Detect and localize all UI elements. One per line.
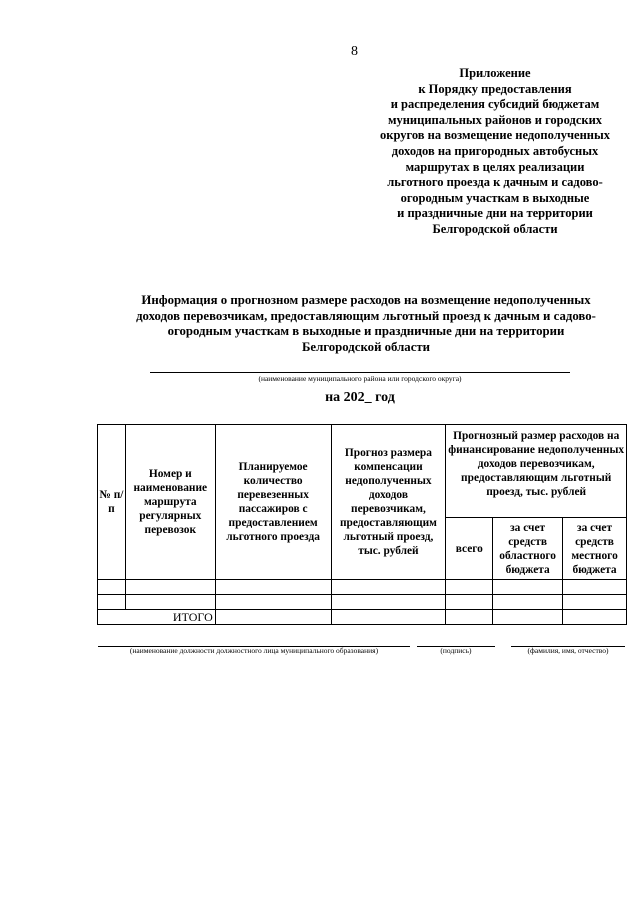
total-row — [98, 610, 627, 625]
page-number: 8 — [351, 44, 358, 59]
appendix-header — [345, 66, 640, 238]
total-label: ИТОГО — [98, 610, 216, 625]
header-compensation: Прогноз размера компенсации недополученных доходов перевозчикам, предоставляющим льготный проезд, тыс. рублей — [331, 425, 446, 580]
title-line: Информация о прогнозном размере расходов на возмещение недополученных — [141, 293, 591, 307]
appendix-line: маршрутах в целях реализации — [405, 159, 585, 174]
appendix-line: Приложение — [459, 66, 531, 80]
name-caption: (фамилия, имя, отчество) — [527, 646, 609, 655]
appendix-line: и праздничные дни на территории — [397, 206, 593, 221]
appendix-line: округов на возмещение недополученных — [380, 128, 610, 143]
position-caption: (наименование должности должностного лица муниципального образования) — [129, 646, 379, 655]
title-line: доходов перевозчикам, предоставляющим льготный проезд к дачным и садово- — [136, 308, 596, 323]
table-row — [98, 580, 627, 595]
title-line: огородным участкам в выходные и праздничные дни на территории — [167, 324, 565, 338]
appendix-line: Белгородской области — [432, 221, 558, 236]
subheader-total: всего — [446, 518, 493, 580]
subheader-local: за счет средств местного бюджета — [563, 518, 627, 580]
appendix-line: к Порядку предоставления — [418, 81, 572, 96]
document-title — [96, 293, 636, 355]
year-heading: на 202_ год — [325, 390, 395, 405]
appendix-line: льготного проезда к дачным и садово- — [387, 175, 603, 190]
appendix-line: и распределения субсидий бюджетам — [390, 97, 600, 112]
title-line: Белгородской области — [301, 339, 431, 354]
forecast-table — [97, 424, 627, 625]
signature-caption: (подпись) — [440, 646, 472, 655]
header-route: Номер и наименование маршрута регулярных перевозок — [125, 425, 215, 580]
subheader-regional: за счет средств областного бюджета — [493, 518, 563, 580]
municipality-fill-line[interactable] — [150, 372, 570, 373]
header-passengers: Планируемое количество перевезенных пассажиров с предоставлением льготного проезда — [215, 425, 331, 580]
municipality-caption: (наименование муниципального района или городского округа) — [258, 374, 462, 383]
header-number: № п/п — [98, 425, 126, 580]
appendix-line: муниципальных районов и городских — [387, 112, 603, 127]
header-forecast: Прогнозный размер расходов на финансирование недополученных доходов перевозчикам, предоставляющим льготный проезд, тыс. рублей — [446, 425, 627, 518]
appendix-line: доходов на пригородных автобусных — [391, 143, 599, 158]
appendix-line: огородным участкам в выходные — [400, 190, 590, 205]
table-row — [98, 595, 627, 610]
